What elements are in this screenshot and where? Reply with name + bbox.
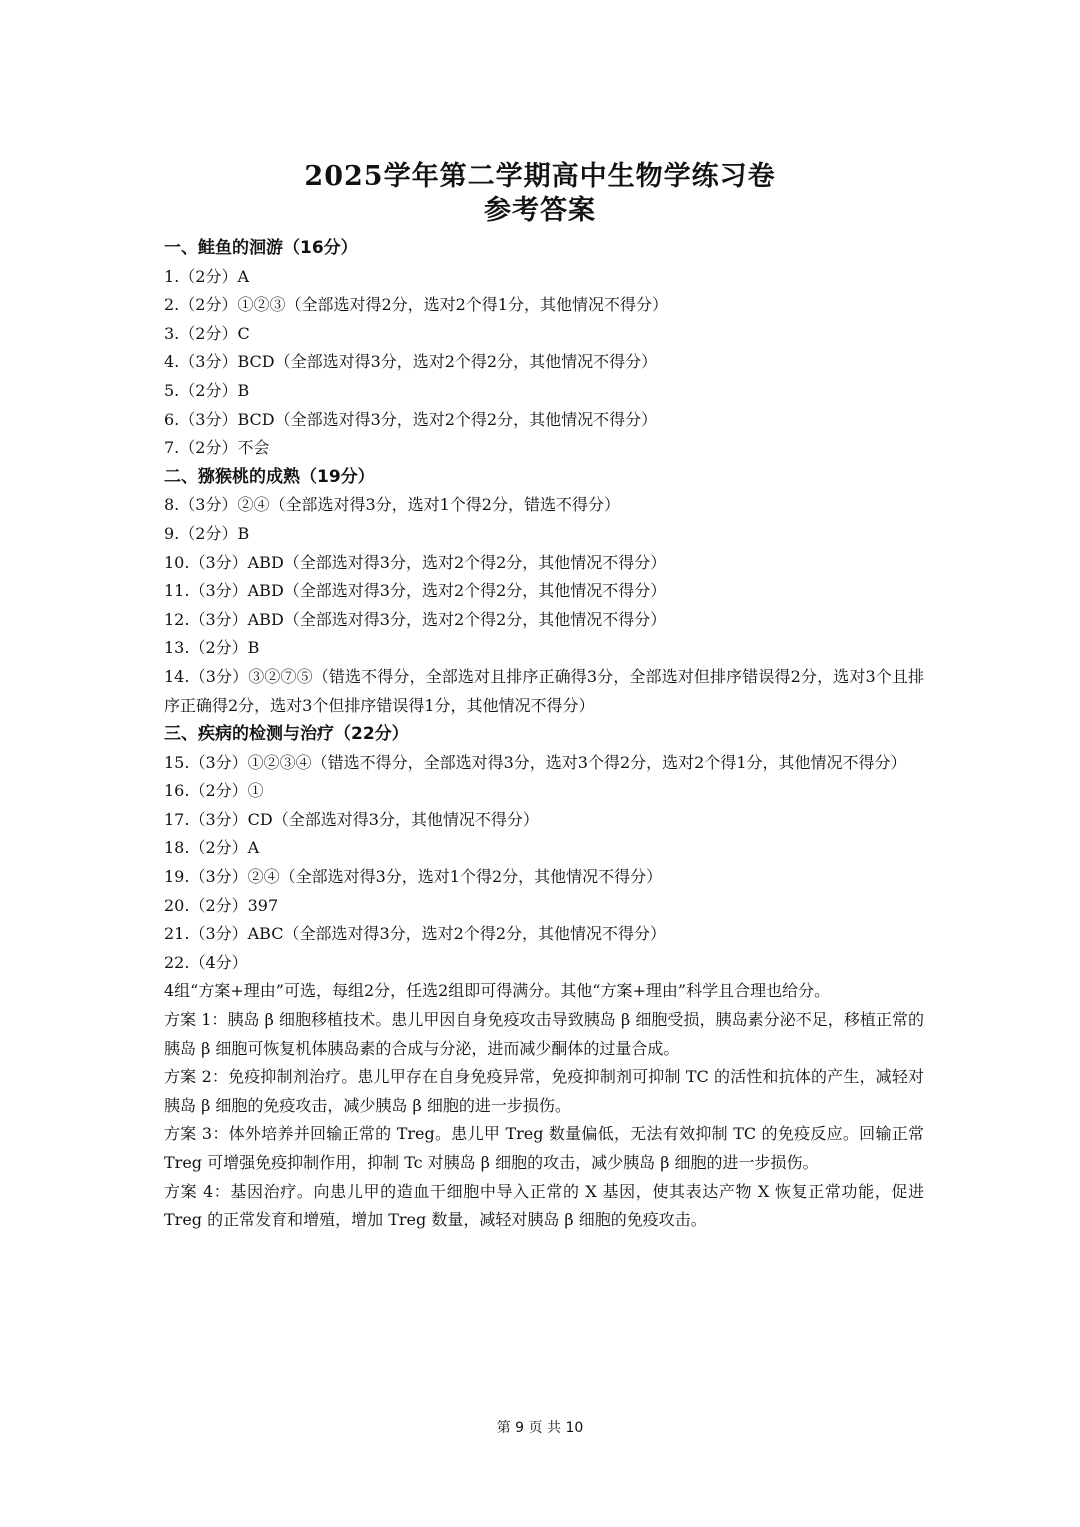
- answer-item: 1.（2分）A: [164, 266, 250, 286]
- answer-item: 11.（3分）ABD（全部选对得3分，选对2个得2分，其他情况不得分）: [164, 581, 667, 601]
- answer-content: [164, 234, 924, 1235]
- answer-item: 18.（2分）A: [164, 838, 260, 858]
- answer-item: 17.（3分）CD（全部选对得3分，其他情况不得分）: [164, 809, 539, 829]
- answer-item: 16.（2分）①: [164, 781, 264, 801]
- answer-item: 10.（3分）ABD（全部选对得3分，选对2个得2分，其他情况不得分）: [164, 552, 667, 572]
- section-heading: 一、鲑鱼的洄游（16分）: [164, 238, 358, 258]
- answer-item: 5.（2分）B: [164, 380, 250, 400]
- document-title: 2025学年第二学期高中生物学练习卷: [304, 161, 776, 192]
- section-heading: 三、疾病的检测与治疗（22分）: [164, 724, 409, 745]
- plan-4: 方案 4：基因治疗。向患儿甲的造血干细胞中导入正常的 X 基因，使其表达产物 X 恢复正常功能，促进 Treg 的正常发育和增殖，增加 Treg 数量，减轻对胰岛 β 细胞的免疫攻击。: [164, 1181, 924, 1230]
- page-number: 第 9 页 共 10: [496, 1420, 584, 1436]
- answer-item: 14.（3分）③②⑦⑤（错选不得分，全部选对且排序正确得3分，全部选对但排序错误得2分，选对3个且排序正确得2分，选对3个但排序错误得1分，其他情况不得分）: [164, 666, 924, 715]
- answer-item: 3.（2分）C: [164, 323, 250, 343]
- answer-item: 4.（3分）BCD（全部选对得3分，选对2个得2分，其他情况不得分）: [164, 352, 658, 372]
- answer-item: 20.（2分）397: [164, 895, 279, 915]
- document-subtitle: 参考答案: [484, 195, 596, 226]
- answer-item: 7.（2分）不会: [164, 438, 270, 458]
- answer-item: 12.（3分）ABD（全部选对得3分，选对2个得2分，其他情况不得分）: [164, 609, 667, 629]
- section-heading: 二、猕猴桃的成熟（19分）: [164, 466, 375, 487]
- answer-item: 22.（4分）: [164, 952, 248, 972]
- answer-item: 13.（2分）B: [164, 638, 260, 658]
- answer-item: 6.（3分）BCD（全部选对得3分，选对2个得2分，其他情况不得分）: [164, 409, 658, 429]
- answer-item: 19.（3分）②④（全部选对得3分，选对1个得2分，其他情况不得分）: [164, 867, 663, 887]
- answer-item: 9.（2分）B: [164, 523, 250, 543]
- plan-3: 方案 3：体外培养并回输正常的 Treg。患儿甲 Treg 数量偏低，无法有效抑制 TC 的免疫反应。回输正常 Treg 可增强免疫抑制作用，抑制 Tc 对胰岛 β 细胞的攻击，减少胰岛 β 细胞的进一步损伤。: [164, 1124, 924, 1172]
- answer-item: 8.（3分）②④（全部选对得3分，选对1个得2分，错选不得分）: [164, 495, 620, 515]
- answer-item: 15.（3分）①②③④（错选不得分，全部选对得3分，选对3个得2分，选对2个得1分，其他情况不得分）: [164, 752, 907, 772]
- plan-2: 方案 2：免疫抑制剂治疗。患儿甲存在自身免疫异常，免疫抑制剂可抑制 TC 的活性和抗体的产生，减轻对胰岛 β 细胞的免疫攻击，减少胰岛 β 细胞的进一步损伤。: [164, 1067, 924, 1115]
- answer-item: 21.（3分）ABC（全部选对得3分，选对2个得2分，其他情况不得分）: [164, 924, 667, 944]
- answer-item: 2.（2分）①②③（全部选对得2分，选对2个得1分，其他情况不得分）: [164, 295, 668, 315]
- scoring-note: 4组“方案+理由”可选，每组2分，任选2组即可得满分。其他“方案+理由”科学且合理也给分。: [164, 981, 831, 1001]
- plan-1: 方案 1：胰岛 β 细胞移植技术。患儿甲因自身免疫攻击导致胰岛 β 细胞受损，胰岛素分泌不足，移植正常的胰岛 β 细胞可恢复机体胰岛素的合成与分泌，进而减少酮体的过量合成。: [164, 1010, 924, 1058]
